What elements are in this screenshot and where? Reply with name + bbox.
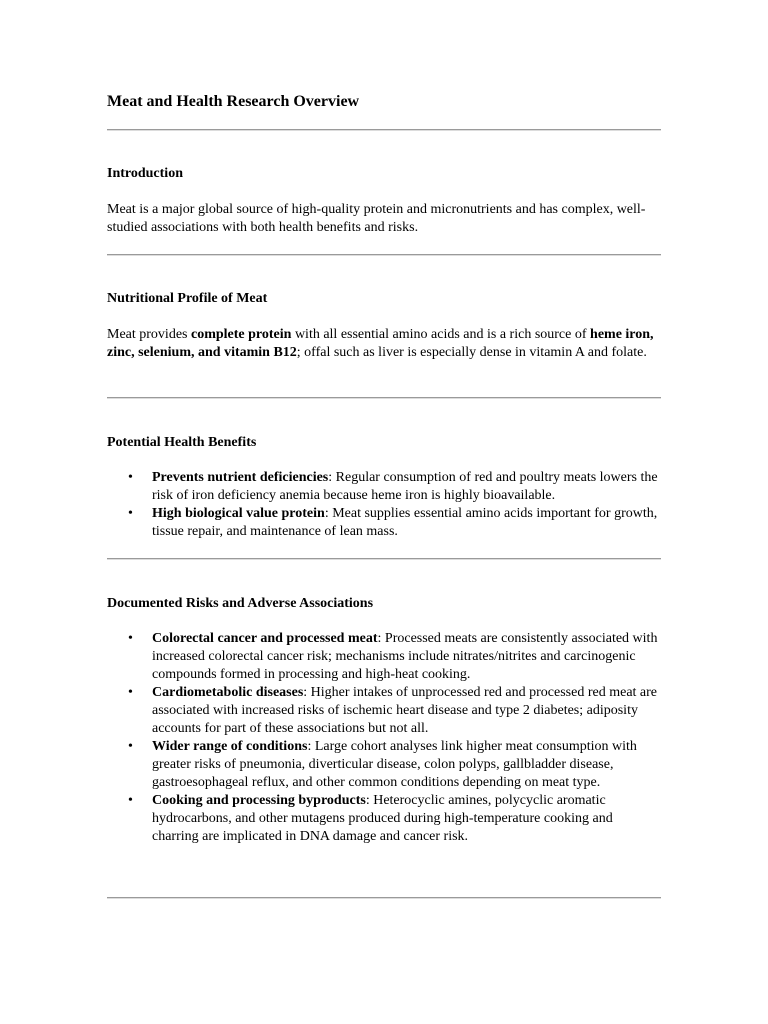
list-item-term: Prevents nutrient deficiencies — [152, 470, 329, 485]
introduction-paragraph: Meat is a major global source of high-quality protein and micronutrients and has complex, well-studied associations with both health benefits and risks. — [107, 202, 646, 235]
nutrition-paragraph — [107, 326, 661, 362]
bullet-icon: • — [128, 685, 133, 700]
nutrition-bold-2: heme iron, zinc, selenium, and vitamin B12 — [107, 327, 654, 360]
list-item-term: Colorectal cancer and processed meat — [152, 631, 378, 646]
list-item — [107, 469, 661, 505]
section-heading-introduction: Introduction — [107, 166, 183, 181]
horizontal-rule — [107, 254, 661, 256]
list-item-term: Cardiometabolic diseases — [152, 685, 304, 700]
bullet-icon: • — [128, 793, 133, 808]
list-item — [107, 684, 661, 738]
horizontal-rule — [107, 129, 661, 131]
section-heading-nutrition: Nutritional Profile of Meat — [107, 291, 268, 306]
list-item — [107, 505, 661, 541]
page-title: Meat and Health Research Overview — [107, 93, 360, 110]
list-item-text: : Higher intakes of unprocessed red and processed red meat are associated with increased risks of ischemic heart disease and type 2 diabetes; adiposity accounts for part of these associations but not all. — [152, 685, 658, 736]
bullet-icon: • — [128, 470, 133, 485]
list-item-term: High biological value protein — [152, 506, 325, 521]
horizontal-rule — [107, 897, 661, 899]
list-item-text: : Large cohort analyses link higher meat consumption with greater risks of pneumonia, diverticular disease, colon polyps, gallbladder disease, gastroesophageal reflux, and other common conditions depending on meat type. — [152, 739, 637, 790]
bullet-icon: • — [128, 506, 133, 521]
nutrition-text-3: ; offal such as liver is especially dense in vitamin A and folate. — [296, 345, 647, 360]
benefits-list — [107, 469, 661, 541]
horizontal-rule — [107, 397, 661, 399]
section-heading-risks: Documented Risks and Adverse Associations — [107, 596, 374, 611]
section-heading-benefits: Potential Health Benefits — [107, 435, 257, 450]
list-item-term: Cooking and processing byproducts — [152, 793, 366, 808]
list-item-text: : Regular consumption of red and poultry meats lowers the risk of iron deficiency anemia because heme iron is highly bioavailable. — [152, 470, 658, 503]
nutrition-text-1: Meat provides — [107, 327, 191, 342]
nutrition-bold-1: complete protein — [190, 327, 292, 342]
bullet-icon: • — [128, 631, 133, 646]
list-item-text: : Heterocyclic amines, polycyclic aromatic hydrocarbons, and other mutagens produced during high-temperature cooking and charring are implicated in DNA damage and cancer risk. — [152, 793, 613, 844]
list-item-text: : Processed meats are consistently associated with increased colorectal cancer risk; mechanisms include nitrates/nitrites and carcinogenic compounds formed in processing and high-heat cooking. — [152, 631, 658, 682]
nutrition-text-2: with all essential amino acids and is a rich source of — [291, 327, 591, 342]
risks-list — [107, 630, 661, 846]
list-item-term: Wider range of conditions — [152, 739, 308, 754]
list-item — [107, 630, 661, 684]
horizontal-rule — [107, 558, 661, 560]
bullet-icon: • — [128, 739, 133, 754]
list-item — [107, 792, 661, 846]
list-item — [107, 738, 661, 792]
list-item-text: : Meat supplies essential amino acids important for growth, tissue repair, and maintenance of lean mass. — [152, 506, 658, 539]
